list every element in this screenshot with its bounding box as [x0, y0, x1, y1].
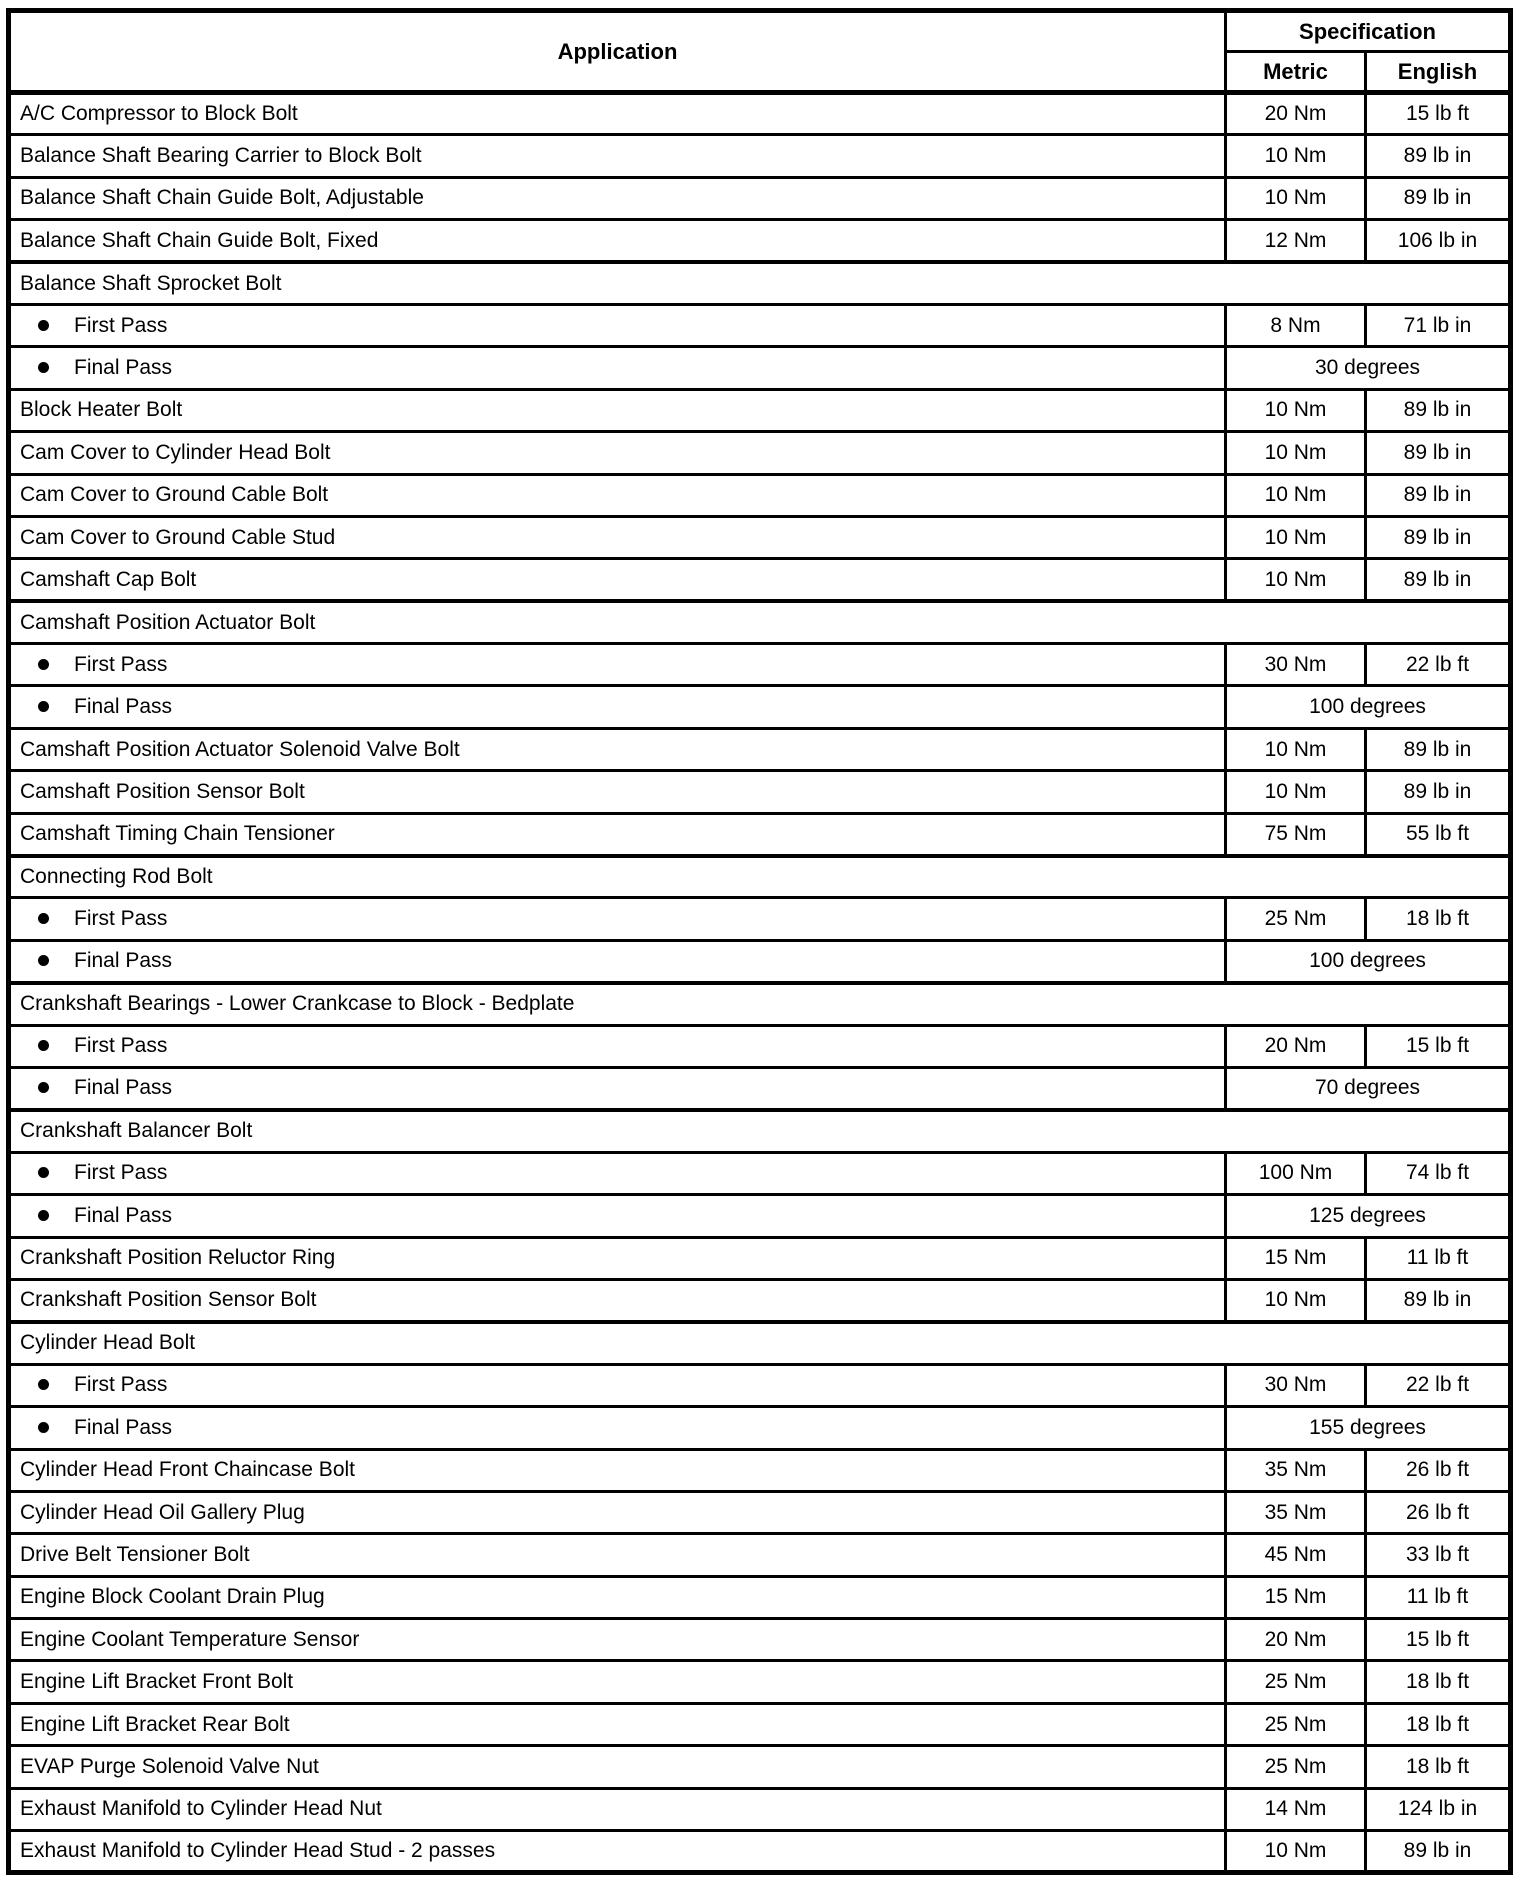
application-cell: Camshaft Position Sensor Bolt	[9, 771, 1226, 813]
metric-cell: 25 Nm	[1226, 898, 1366, 940]
english-cell: 89 lb in	[1366, 1831, 1511, 1873]
bullet-icon	[38, 1422, 49, 1433]
metric-cell: 10 Nm	[1226, 771, 1366, 813]
header-row-specification	[9, 11, 1511, 52]
english-cell: 89 lb in	[1366, 177, 1511, 219]
english-cell: 11 lb ft	[1366, 1237, 1511, 1279]
application-cell: EVAP Purge Solenoid Valve Nut	[9, 1746, 1226, 1788]
table-row	[9, 1619, 1511, 1661]
metric-cell: 12 Nm	[1226, 220, 1366, 262]
bullet-row	[9, 1025, 1511, 1067]
application-cell: Engine Block Coolant Drain Plug	[9, 1576, 1226, 1618]
table-row	[9, 1449, 1511, 1491]
application-cell: Cam Cover to Ground Cable Bolt	[9, 474, 1226, 516]
application-cell: Crankshaft Bearings - Lower Crankcase to Block - Bedplate	[9, 983, 1511, 1025]
metric-cell: 25 Nm	[1226, 1703, 1366, 1745]
application-cell: Crankshaft Position Reluctor Ring	[9, 1237, 1226, 1279]
metric-cell: 10 Nm	[1226, 389, 1366, 431]
bullet-icon	[38, 1210, 49, 1221]
table-row	[9, 1746, 1511, 1788]
table-row	[9, 1279, 1511, 1321]
english-cell: 89 lb in	[1366, 559, 1511, 601]
table-row	[9, 93, 1511, 135]
metric-cell: 10 Nm	[1226, 559, 1366, 601]
bullet-row	[9, 347, 1511, 389]
application-cell	[9, 347, 1226, 389]
application-cell	[9, 1152, 1226, 1194]
application-cell: Crankshaft Position Sensor Bolt	[9, 1279, 1226, 1321]
application-label: First Pass	[74, 313, 168, 337]
merged-spec-cell: 100 degrees	[1226, 686, 1511, 728]
application-cell	[9, 1407, 1226, 1449]
table-row	[9, 1576, 1511, 1618]
application-cell: Cam Cover to Cylinder Head Bolt	[9, 432, 1226, 474]
table-row	[9, 1788, 1511, 1830]
application-cell	[9, 1195, 1226, 1237]
group-header-row	[9, 856, 1511, 898]
application-cell	[9, 644, 1226, 686]
bullet-row	[9, 898, 1511, 940]
application-label: First Pass	[74, 652, 168, 676]
bullet-row	[9, 1364, 1511, 1406]
english-cell: 89 lb in	[1366, 474, 1511, 516]
english-cell: 106 lb in	[1366, 220, 1511, 262]
table-row	[9, 516, 1511, 558]
bullet-row	[9, 1407, 1511, 1449]
metric-cell: 25 Nm	[1226, 1661, 1366, 1703]
table-row	[9, 1534, 1511, 1576]
english-cell: 22 lb ft	[1366, 1364, 1511, 1406]
fastener-spec-table	[6, 8, 1513, 1875]
table-row	[9, 813, 1511, 855]
bullet-row	[9, 940, 1511, 982]
merged-spec-cell: 155 degrees	[1226, 1407, 1511, 1449]
application-label: First Pass	[74, 1034, 168, 1058]
application-cell	[9, 1025, 1226, 1067]
merged-spec-cell: 100 degrees	[1226, 940, 1511, 982]
bullet-icon	[38, 913, 49, 924]
group-header-row	[9, 262, 1511, 304]
table-row	[9, 1703, 1511, 1745]
bullet-icon	[38, 1167, 49, 1178]
group-header-row	[9, 1110, 1511, 1152]
application-label: Final Pass	[74, 1076, 173, 1100]
english-cell: 18 lb ft	[1366, 1661, 1511, 1703]
metric-cell: 10 Nm	[1226, 516, 1366, 558]
application-cell	[9, 898, 1226, 940]
english-cell: 18 lb ft	[1366, 898, 1511, 940]
group-header-row	[9, 601, 1511, 643]
application-label: Final Pass	[74, 1415, 173, 1439]
english-cell: 18 lb ft	[1366, 1703, 1511, 1745]
english-cell: 26 lb ft	[1366, 1449, 1511, 1491]
bullet-row	[9, 1067, 1511, 1109]
application-cell: Engine Lift Bracket Front Bolt	[9, 1661, 1226, 1703]
metric-cell: 20 Nm	[1226, 1619, 1366, 1661]
metric-cell: 35 Nm	[1226, 1449, 1366, 1491]
bullet-icon	[38, 1082, 49, 1093]
english-cell: 15 lb ft	[1366, 93, 1511, 135]
application-cell: Balance Shaft Chain Guide Bolt, Adjustable	[9, 177, 1226, 219]
application-label: First Pass	[74, 1373, 168, 1397]
english-cell: 22 lb ft	[1366, 644, 1511, 686]
application-cell	[9, 686, 1226, 728]
metric-cell: 8 Nm	[1226, 304, 1366, 346]
application-label: Final Pass	[74, 356, 173, 380]
bullet-row	[9, 1152, 1511, 1194]
bullet-row	[9, 644, 1511, 686]
english-cell: 89 lb in	[1366, 432, 1511, 474]
english-cell: 18 lb ft	[1366, 1746, 1511, 1788]
metric-cell: 100 Nm	[1226, 1152, 1366, 1194]
bullet-row	[9, 686, 1511, 728]
metric-column-header: Metric	[1226, 52, 1366, 93]
application-column-header: Application	[9, 11, 1226, 93]
application-cell	[9, 304, 1226, 346]
application-cell: Cylinder Head Oil Gallery Plug	[9, 1491, 1226, 1533]
application-label: Final Pass	[74, 695, 173, 719]
application-label: Final Pass	[74, 949, 173, 973]
bullet-icon	[38, 955, 49, 966]
metric-cell: 10 Nm	[1226, 474, 1366, 516]
metric-cell: 10 Nm	[1226, 135, 1366, 177]
table-row	[9, 728, 1511, 770]
table-row	[9, 220, 1511, 262]
english-cell: 74 lb ft	[1366, 1152, 1511, 1194]
application-cell: Drive Belt Tensioner Bolt	[9, 1534, 1226, 1576]
application-cell	[9, 1067, 1226, 1109]
application-cell: Cylinder Head Bolt	[9, 1322, 1511, 1364]
metric-cell: 15 Nm	[1226, 1237, 1366, 1279]
table-row	[9, 474, 1511, 516]
application-cell: Camshaft Position Actuator Bolt	[9, 601, 1511, 643]
metric-cell: 25 Nm	[1226, 1746, 1366, 1788]
english-cell: 11 lb ft	[1366, 1576, 1511, 1618]
table-row	[9, 1661, 1511, 1703]
bullet-icon	[38, 659, 49, 670]
application-cell: A/C Compressor to Block Bolt	[9, 93, 1226, 135]
table-row	[9, 1491, 1511, 1533]
bullet-icon	[38, 701, 49, 712]
english-cell: 55 lb ft	[1366, 813, 1511, 855]
bullet-icon	[38, 362, 49, 373]
metric-cell: 10 Nm	[1226, 177, 1366, 219]
application-cell: Camshaft Timing Chain Tensioner	[9, 813, 1226, 855]
application-cell: Cam Cover to Ground Cable Stud	[9, 516, 1226, 558]
metric-cell: 75 Nm	[1226, 813, 1366, 855]
application-label: Final Pass	[74, 1203, 173, 1227]
english-cell: 89 lb in	[1366, 1279, 1511, 1321]
table-row	[9, 1831, 1511, 1873]
english-cell: 89 lb in	[1366, 135, 1511, 177]
table-row	[9, 432, 1511, 474]
english-cell: 89 lb in	[1366, 728, 1511, 770]
metric-cell: 10 Nm	[1226, 432, 1366, 474]
metric-cell: 20 Nm	[1226, 1025, 1366, 1067]
application-cell: Exhaust Manifold to Cylinder Head Stud - 2 passes	[9, 1831, 1226, 1873]
application-cell	[9, 940, 1226, 982]
spec-table-body	[9, 93, 1511, 1873]
specification-column-header: Specification	[1226, 11, 1511, 52]
bullet-icon	[38, 1040, 49, 1051]
table-row	[9, 177, 1511, 219]
metric-cell: 10 Nm	[1226, 728, 1366, 770]
merged-spec-cell: 30 degrees	[1226, 347, 1511, 389]
application-cell: Balance Shaft Sprocket Bolt	[9, 262, 1511, 304]
metric-cell: 45 Nm	[1226, 1534, 1366, 1576]
metric-cell: 30 Nm	[1226, 644, 1366, 686]
table-row	[9, 771, 1511, 813]
table-row	[9, 559, 1511, 601]
metric-cell: 15 Nm	[1226, 1576, 1366, 1618]
application-cell: Crankshaft Balancer Bolt	[9, 1110, 1511, 1152]
application-cell: Camshaft Cap Bolt	[9, 559, 1226, 601]
english-cell: 89 lb in	[1366, 771, 1511, 813]
application-cell: Cylinder Head Front Chaincase Bolt	[9, 1449, 1226, 1491]
application-cell: Engine Lift Bracket Rear Bolt	[9, 1703, 1226, 1745]
application-cell: Camshaft Position Actuator Solenoid Valve Bolt	[9, 728, 1226, 770]
english-cell: 71 lb in	[1366, 304, 1511, 346]
metric-cell: 35 Nm	[1226, 1491, 1366, 1533]
english-cell: 89 lb in	[1366, 516, 1511, 558]
application-cell: Balance Shaft Chain Guide Bolt, Fixed	[9, 220, 1226, 262]
application-label: First Pass	[74, 907, 168, 931]
merged-spec-cell: 125 degrees	[1226, 1195, 1511, 1237]
merged-spec-cell: 70 degrees	[1226, 1067, 1511, 1109]
bullet-icon	[38, 320, 49, 331]
metric-cell: 30 Nm	[1226, 1364, 1366, 1406]
table-row	[9, 1237, 1511, 1279]
bullet-row	[9, 304, 1511, 346]
application-cell	[9, 1364, 1226, 1406]
group-header-row	[9, 1322, 1511, 1364]
bullet-icon	[38, 1379, 49, 1390]
application-cell: Balance Shaft Bearing Carrier to Block Bolt	[9, 135, 1226, 177]
metric-cell: 10 Nm	[1226, 1831, 1366, 1873]
group-header-row	[9, 983, 1511, 1025]
application-cell: Engine Coolant Temperature Sensor	[9, 1619, 1226, 1661]
english-column-header: English	[1366, 52, 1511, 93]
english-cell: 15 lb ft	[1366, 1025, 1511, 1067]
application-label: First Pass	[74, 1161, 168, 1185]
metric-cell: 20 Nm	[1226, 93, 1366, 135]
table-row	[9, 135, 1511, 177]
english-cell: 33 lb ft	[1366, 1534, 1511, 1576]
english-cell: 26 lb ft	[1366, 1491, 1511, 1533]
spec-table-head	[9, 11, 1511, 93]
metric-cell: 10 Nm	[1226, 1279, 1366, 1321]
english-cell: 89 lb in	[1366, 389, 1511, 431]
table-row	[9, 389, 1511, 431]
metric-cell: 14 Nm	[1226, 1788, 1366, 1830]
application-cell: Block Heater Bolt	[9, 389, 1226, 431]
bullet-row	[9, 1195, 1511, 1237]
english-cell: 124 lb in	[1366, 1788, 1511, 1830]
application-cell: Exhaust Manifold to Cylinder Head Nut	[9, 1788, 1226, 1830]
application-cell: Connecting Rod Bolt	[9, 856, 1511, 898]
english-cell: 15 lb ft	[1366, 1619, 1511, 1661]
